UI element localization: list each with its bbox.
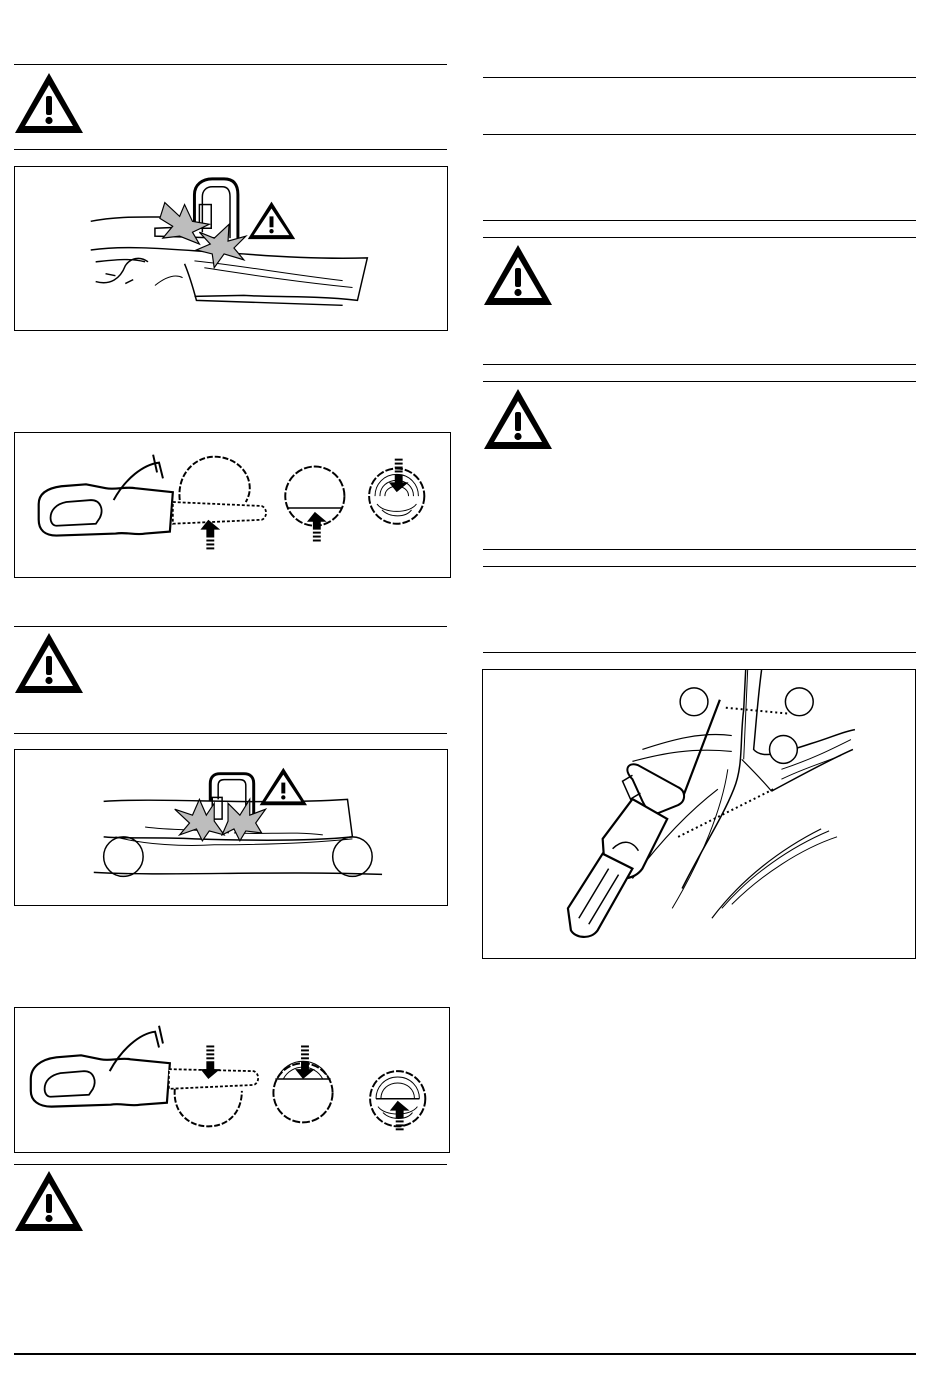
log-supported-both-ends-figure [14, 749, 448, 906]
section-rule [483, 549, 916, 550]
page-footer-rule [14, 1353, 916, 1355]
section-rule [483, 364, 916, 365]
warning-triangle-icon [13, 70, 85, 136]
section-rule [483, 77, 916, 78]
warning-triangle-icon [260, 768, 307, 806]
section-rule [483, 220, 916, 221]
warning-triangle-icon [248, 202, 295, 240]
cut-from-above-figure [14, 1007, 450, 1153]
section-rule [14, 1164, 447, 1165]
kickback-pinch-figure [14, 166, 448, 331]
section-rule [14, 733, 447, 734]
warning-triangle-icon [13, 630, 85, 696]
warning-triangle-icon [482, 386, 554, 452]
cut-from-below-figure [14, 432, 451, 578]
section-rule [483, 381, 916, 382]
section-rule [483, 652, 916, 653]
section-rule [483, 237, 916, 238]
warning-triangle-icon [482, 242, 554, 308]
limbing-branch-figure [482, 669, 916, 959]
section-rule [14, 64, 447, 65]
section-rule [14, 149, 447, 150]
section-rule [483, 566, 916, 567]
section-rule [14, 626, 447, 627]
warning-triangle-icon [13, 1168, 85, 1234]
section-rule [483, 134, 916, 135]
